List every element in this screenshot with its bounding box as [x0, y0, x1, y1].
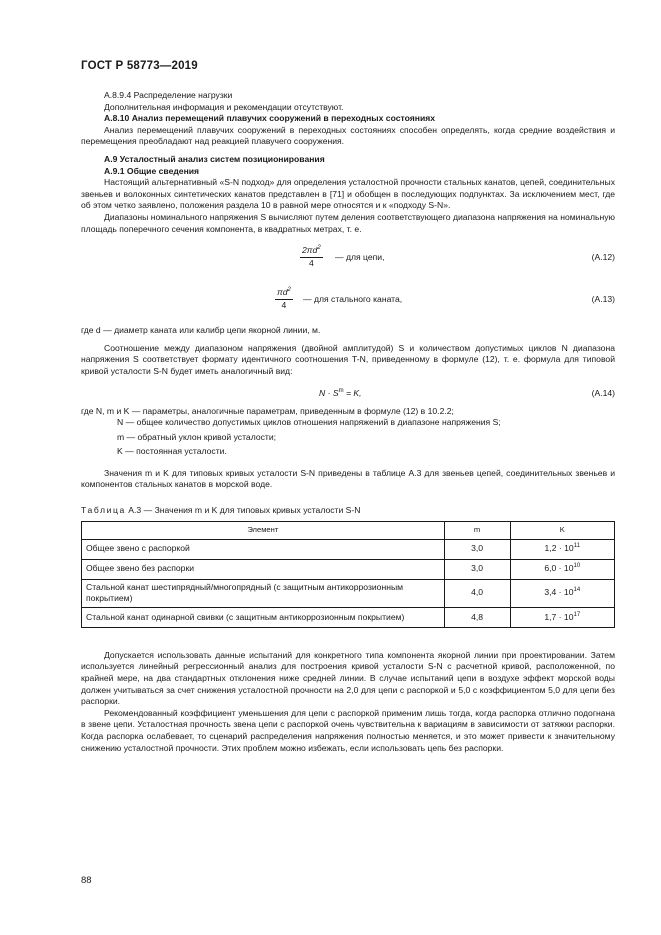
formula-a14-expression: $N \cdot S^m = K$,: [319, 387, 362, 398]
column-header-k: K: [510, 521, 615, 539]
formula-a12-number: (А.12): [591, 252, 615, 263]
paragraph-sn-approach: Настоящий альтернативный «S-N подход» для определения усталостной прочности стальных канатов, цепей, соединительных звеньев и волоконных синтетических канатов представлен в [71] и обобщен в последующих подпунктах. За исключением мест, где об этом четко заявлено, положения раздела 10 в равной мере относятся и к «подходу S-N».: [81, 177, 615, 211]
formula-a12: [81, 243, 615, 277]
table-caption: Таблица А.3 — Значения m и K для типовых кривых усталости S-N: [81, 505, 361, 516]
definition-k: K — постоянная усталости.: [117, 446, 227, 457]
formula-a13: [81, 285, 615, 319]
cell-m: 4,8: [444, 607, 510, 627]
cell-m: 3,0: [444, 559, 510, 579]
cell-k: $1,7 \cdot 10^{17}$: [510, 607, 615, 627]
subsection-a810-text: Анализ перемещений плавучих сооружений в переходных состояниях способен определять, когда средние воздействия и перемещения преобладают над реакцией плавучего сооружения.: [81, 124, 615, 147]
subsection-a894-text: Дополнительная информация и рекомендации отсутствуют.: [104, 101, 344, 112]
definition-m: m — обратный уклон кривой усталости;: [117, 431, 277, 442]
definition-list: [81, 417, 615, 458]
table-row: [82, 559, 615, 579]
paragraph-parameters: где N, m и K — параметры, аналогичные параметрам, приведенным в формуле (12) в 10.2.2;: [81, 405, 454, 416]
formula-a13-number: (А.13): [591, 294, 615, 305]
column-header-m: m: [444, 521, 510, 539]
paragraph-test-data: Допускается использовать данные испытаний для конкретного типа компонента якорной линии при проектировании. Затем используется линейный регрессионный анализ для построения кривой усталости S-N с расчетной кривой, расположенной, по крайней мере, на два стандартных отклонения ниже средней линии. В случае испытаний цепи в воздухе эффект морской воды должен учитываться за счет снижения усталостной прочности на 2,0 для цепи с распоркой и 5,0 с коэффициентом 5,0 для цепи без распорки.: [81, 649, 615, 707]
definition-n: N — общее количество допустимых циклов отношения напряжений в диапазоне напряжения S;: [117, 417, 501, 428]
formula-a14: [81, 382, 615, 406]
paragraph-stress-cycles: Соотношение между диапазоном напряжения (двойной амплитудой) S и количеством допустимых циклов N диапазона напряжения S соответствует формату идентичного соотношения T-N, приведенному в формуле (12), т. е. формула для типовой кривой усталости S-N будет иметь аналогичный вид:: [81, 342, 615, 376]
paragraph-table-reference: Значения m и K для типовых кривых усталости S-N приведены в таблице А.3 для звеньев цепей, соединительных звеньев и компонентов стальных канатов в морской воде.: [81, 467, 615, 490]
table-header-row: [82, 521, 615, 539]
paragraph-stress-ranges: Диапазоны номинального напряжения S вычисляют путем деления соответствующего диапазона напряжения на номинальную площадь поперечного сечения компонента, в квадратных метрах, т. е.: [81, 211, 615, 234]
cell-k: $1,2 \cdot 10^{11}$: [510, 539, 615, 559]
page-content: [81, 90, 615, 754]
cell-m: 3,0: [444, 539, 510, 559]
formula-a12-fraction: $\frac{2\pi d^2}{4}$: [302, 245, 321, 268]
table-row: [82, 579, 615, 607]
cell-element: Стальной канат одинарной свивки (с защитным антикоррозионным покрытием): [82, 607, 445, 627]
paragraph-d-definition: где d — диаметр каната или калибр цепи якорной линии, м.: [81, 325, 321, 336]
sn-values-table: [81, 521, 615, 628]
formula-a12-text: — для цепи,: [335, 252, 385, 263]
cell-element: Общее звено без распорки: [82, 559, 445, 579]
formula-a13-fraction: $\frac{\pi d^2}{4}$: [277, 287, 291, 310]
column-header-element: Элемент: [82, 521, 445, 539]
cell-k: $6,0 \cdot 10^{10}$: [510, 559, 615, 579]
document-title: ГОСТ Р 58773—2019: [81, 60, 198, 72]
cell-m: 4,0: [444, 579, 510, 607]
cell-k: $3,4 \cdot 10^{14}$: [510, 579, 615, 607]
page-number: 88: [81, 875, 92, 886]
section-a9-title: А.9 Усталостный анализ систем позиционирования: [104, 153, 325, 164]
cell-element: Стальной канат шестипрядный/многопрядный (с защитным антикоррозионным покрытием): [82, 579, 445, 607]
table-row: [82, 539, 615, 559]
formula-a14-number: (А.14): [591, 387, 615, 398]
subsection-a91-title: А.9.1 Общие сведения: [104, 165, 200, 176]
table-row: [82, 607, 615, 627]
cell-element: Общее звено с распоркой: [82, 539, 445, 559]
formula-a13-text: — для стального каната,: [303, 294, 403, 305]
subsection-a894-title: А.8.9.4 Распределение нагрузки: [104, 90, 233, 100]
subsection-a810-title: А.8.10 Анализ перемещений плавучих сооружений в переходных состояниях: [104, 113, 436, 124]
paragraph-reduction-factor: Рекомендованный коэффициент уменьшения для цепи с распоркой применим лишь тогда, когда распорка отлично подогнана в звене цепи. Усталостная прочность звена цепи с распоркой очень чувствительна к вариациям в зависимости от затяжки распорки. Когда распорка ослабевает, то сценарий распределения напряжения полностью меняется, и это может привести к значительному снижению усталостной прочности. Этих проблем можно избежать, если использовать цепь без распорки.: [81, 707, 615, 753]
